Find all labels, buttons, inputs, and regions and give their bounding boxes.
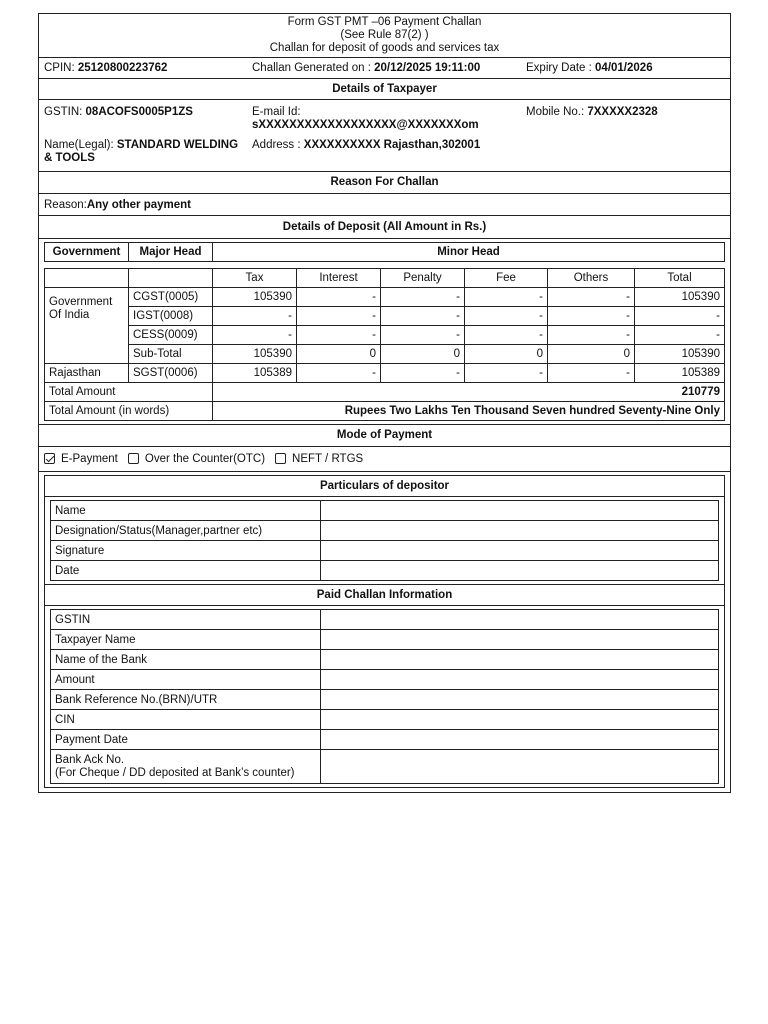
- value-cell: 105390: [635, 345, 725, 364]
- value-cell: 0: [381, 345, 465, 364]
- option-otc[interactable]: [128, 453, 265, 465]
- value-cell: -: [465, 307, 548, 326]
- table-row: [45, 307, 725, 326]
- value-cell: -: [297, 288, 381, 307]
- value-cell: -: [297, 326, 381, 345]
- major-head: Sub-Total: [129, 345, 213, 364]
- payment-mode-title: Mode of Payment: [39, 425, 730, 447]
- mobile: Mobile No.: 7XXXXX2328: [526, 106, 658, 118]
- option-neft-rtgs[interactable]: [275, 453, 363, 465]
- form-rule: (See Rule 87(2) ): [340, 29, 429, 41]
- field-label: Name: [51, 501, 321, 521]
- table-row: [51, 610, 719, 630]
- table-row: [51, 561, 719, 581]
- table-row: [45, 326, 725, 345]
- major-head: CESS(0009): [129, 326, 213, 345]
- deposit-head-table: [44, 242, 725, 262]
- email: E-mail Id: sXXXXXXXXXXXXXXXXXX@XXXXXXXom: [252, 106, 479, 131]
- table-row: [51, 501, 719, 521]
- value-cell: -: [548, 307, 635, 326]
- field-label: Signature: [51, 541, 321, 561]
- field-value: [321, 521, 719, 541]
- field-label: Date: [51, 561, 321, 581]
- depositor-section: [39, 475, 730, 788]
- value-cell: -: [381, 307, 465, 326]
- head-government: Government: [45, 243, 129, 262]
- table-row: [45, 288, 725, 307]
- paid-info-title: Paid Challan Information: [45, 584, 724, 606]
- value-cell: -: [465, 326, 548, 345]
- deposit-table: [44, 268, 725, 421]
- checkbox-checked-icon[interactable]: [44, 453, 55, 464]
- reason-value: Any other payment: [86, 198, 192, 211]
- form-title: Form GST PMT –06 Payment Challan: [287, 16, 482, 28]
- option-label: E-Payment: [61, 453, 118, 465]
- govt-india-cell: Government Of India: [45, 288, 129, 364]
- payment-mode-options: [39, 447, 730, 472]
- state-cell: Rajasthan: [45, 364, 129, 383]
- form-header: [39, 14, 730, 58]
- field-label: Amount: [51, 670, 321, 690]
- value-cell: -: [548, 288, 635, 307]
- option-label: Over the Counter(OTC): [144, 453, 266, 465]
- form-subtitle: Challan for deposit of goods and services tax: [269, 42, 500, 54]
- checkbox-icon[interactable]: [275, 453, 286, 464]
- field-value: [321, 730, 719, 750]
- generated-on: Challan Generated on : 20/12/2025 19:11:00: [252, 62, 481, 74]
- value-cell: -: [381, 364, 465, 383]
- table-row: [51, 521, 719, 541]
- field-value: [321, 670, 719, 690]
- field-value: [321, 610, 719, 630]
- cpin-row: [39, 58, 730, 79]
- value-cell: -: [548, 326, 635, 345]
- depositor-table: [50, 500, 719, 581]
- table-row: [51, 690, 719, 710]
- total-value: 210779: [213, 383, 725, 402]
- option-label: NEFT / RTGS: [292, 453, 364, 465]
- head-major: Major Head: [129, 243, 213, 262]
- field-value: [321, 650, 719, 670]
- value-cell: -: [635, 326, 725, 345]
- deposit-column-header: [45, 269, 725, 288]
- value-cell: 0: [548, 345, 635, 364]
- reason-section-title: Reason For Challan: [39, 172, 730, 194]
- value-cell: 105390: [213, 345, 297, 364]
- table-row: [51, 650, 719, 670]
- total-label: Total Amount: [45, 383, 213, 402]
- value-cell: -: [297, 364, 381, 383]
- depositor-box: [44, 475, 725, 788]
- major-head: CGST(0005): [129, 288, 213, 307]
- blank-cell: [129, 269, 213, 288]
- total-row: [45, 383, 725, 402]
- reason-row: [39, 194, 730, 216]
- words-row: [45, 402, 725, 421]
- challan-form: [38, 13, 731, 793]
- value-cell: -: [381, 288, 465, 307]
- words-value: Rupees Two Lakhs Ten Thousand Seven hundred Seventy-Nine Only: [213, 402, 725, 421]
- gstin: GSTIN: 08ACOFS0005P1ZS: [44, 106, 193, 118]
- option-epayment[interactable]: [44, 453, 118, 465]
- field-label: Designation/Status(Manager,partner etc): [51, 521, 321, 541]
- value-cell: -: [213, 307, 297, 326]
- legal-name: Name(Legal): STANDARD WELDING & TOOLS: [44, 139, 239, 164]
- expiry-date: Expiry Date : 04/01/2026: [526, 62, 653, 74]
- value-cell: -: [213, 326, 297, 345]
- value-cell: -: [465, 364, 548, 383]
- value-cell: 0: [297, 345, 381, 364]
- deposit-section-title: Details of Deposit (All Amount in Rs.): [39, 216, 730, 239]
- checkbox-icon[interactable]: [128, 453, 139, 464]
- field-value: [321, 750, 719, 784]
- table-row: [51, 541, 719, 561]
- value-cell: 105389: [635, 364, 725, 383]
- major-head: IGST(0008): [129, 307, 213, 326]
- value-cell: -: [465, 288, 548, 307]
- table-row: [51, 630, 719, 650]
- field-label: GSTIN: [51, 610, 321, 630]
- field-label: Payment Date: [51, 730, 321, 750]
- field-label: Taxpayer Name: [51, 630, 321, 650]
- bank-ack-label: [51, 750, 321, 784]
- taxpayer-details: [39, 100, 730, 172]
- field-value: [321, 710, 719, 730]
- table-row: [51, 730, 719, 750]
- value-cell: 0: [465, 345, 548, 364]
- taxpayer-section-title: Details of Taxpayer: [39, 79, 730, 100]
- field-value: [321, 630, 719, 650]
- field-value: [321, 541, 719, 561]
- value-cell: 105390: [213, 288, 297, 307]
- col-tax: Tax: [213, 269, 297, 288]
- col-interest: Interest: [297, 269, 381, 288]
- value-cell: -: [635, 307, 725, 326]
- reason-label: Reason:: [44, 198, 87, 211]
- head-minor: Minor Head: [213, 243, 725, 262]
- field-value: [321, 561, 719, 581]
- deposit-section: [39, 239, 730, 425]
- field-label: Bank Reference No.(BRN)/UTR: [51, 690, 321, 710]
- value-cell: 105389: [213, 364, 297, 383]
- col-penalty: Penalty: [381, 269, 465, 288]
- ack-line: Bank Ack No.: [55, 753, 125, 766]
- col-others: Others: [548, 269, 635, 288]
- table-row: [45, 364, 725, 383]
- table-row: [51, 750, 719, 784]
- words-label: Total Amount (in words): [45, 402, 213, 421]
- table-row: [51, 710, 719, 730]
- cpin: CPIN: 25120800223762: [44, 62, 168, 74]
- field-value: [321, 690, 719, 710]
- major-head: SGST(0006): [129, 364, 213, 383]
- field-label: CIN: [51, 710, 321, 730]
- blank-cell: [45, 269, 129, 288]
- field-value: [321, 501, 719, 521]
- table-row: [51, 670, 719, 690]
- value-cell: -: [381, 326, 465, 345]
- value-cell: -: [548, 364, 635, 383]
- address: Address : XXXXXXXXXX Rajasthan,302001: [252, 139, 481, 151]
- table-row: [45, 345, 725, 364]
- paid-info-table: [50, 609, 719, 784]
- depositor-title: Particulars of depositor: [45, 476, 724, 497]
- value-cell: 105390: [635, 288, 725, 307]
- field-label: Name of the Bank: [51, 650, 321, 670]
- col-total: Total: [635, 269, 725, 288]
- col-fee: Fee: [465, 269, 548, 288]
- ack-note: (For Cheque / DD deposited at Bank’s counter): [55, 766, 295, 779]
- value-cell: -: [297, 307, 381, 326]
